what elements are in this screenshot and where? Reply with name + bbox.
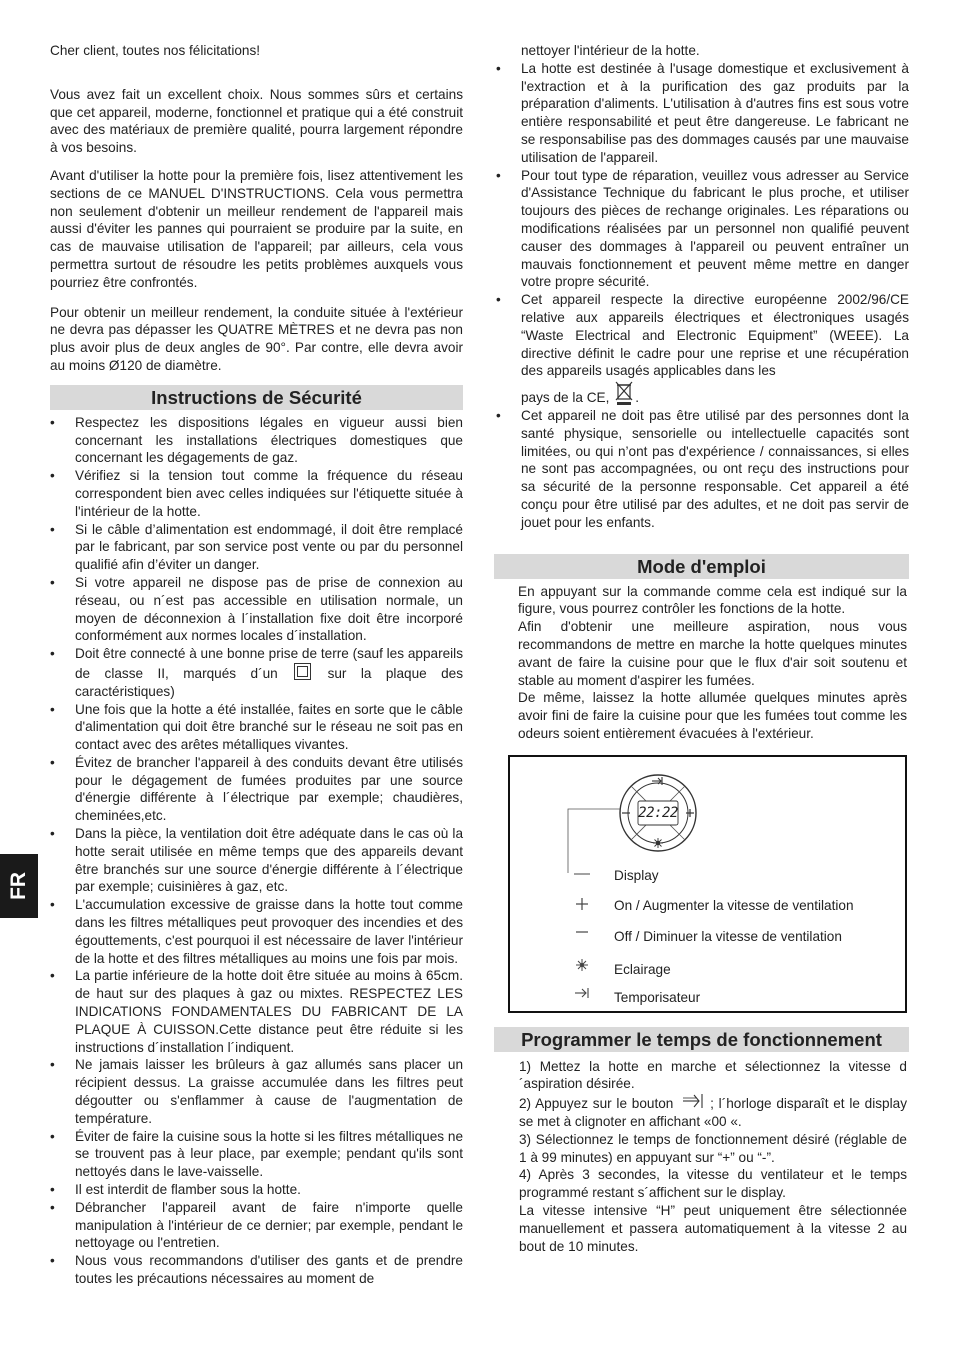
mode-paragraph: Afin d'obtenir une meilleure aspiration, nous vous recommandons de mettre en marche la hotte quelques minutes avant de faire la cuisine pour que le flux d'air soit soutenu et stable au moment d'aspirer les fumées. (518, 619, 907, 688)
knob-display-value: 22:22 (638, 804, 678, 821)
intro-paragraph: Vous avez fait un excellent choix. Nous sommes sûrs et certains que cet appareil, moderne, fonctionnel et pratique qui a été construit avec des matériaux de première qualité, pourra largement répondre à vos besoins. (50, 86, 463, 156)
list-item: • Respectez les dispositions légales en vigueur aussi bien concernant les installations électriques domestiques que concernant les dégagements de gaz. (50, 414, 463, 467)
mode-text (494, 583, 909, 743)
list-item: • Si votre appareil ne dispose pas de prise de connexion au réseau, ou n´est pas accessible en utilisation normale, un moyen de déconnexion à l´installation fixe doit être incorporé conformément aux normes locales d´installation. (50, 574, 463, 645)
class2-text: Doit être connecté à une bonne prise de terre (sauf les appareils de classe II, marqués d´un (75, 646, 463, 681)
list-item: • La hotte est destinée à l'usage domestique et exclusivement à l'extraction et à la purification des gaz produits par la préparation d'aliments. L'utilisation à d'autres fins est sous votre entière responsabilité et peut être dangereuse. Le fabricant ne se responsabilise pas des dommages causés par une mauvaise utilisation de l'appareil. (496, 60, 909, 167)
program-step: 4) Après 3 secondes, la vitesse du ventilateur et le temps programmé restant s´affichent sur le display. (519, 1167, 907, 1201)
list-item: • Évitez de brancher l'appareil à des conduits devant être utilisés pour le dégagement de fumées produites par une source d'énergie différente à l´électrique par exemple; chaudières, cheminées,etc. (50, 754, 463, 825)
language-tab: FR (0, 854, 38, 918)
class2-text: sur la plaque des caractéristiques) (75, 665, 464, 699)
legend-light: Eclairage (614, 961, 671, 977)
legend-on: On / Augmenter la vitesse de ventilation (614, 897, 854, 913)
mode-paragraph: En appuyant sur la commande comme cela est indiqué sur la figure, vous pourrez contrôler les fonctions de la hotte. (518, 583, 907, 617)
safety-list-continued (496, 60, 909, 532)
list-item: • L'accumulation excessive de graisse dans la hotte tout comme dans les filtres métalliques peut provoquer des incendies et des égouttements, c'est pourquoi il est nécessaire de laver l'intérieur de la hotte et des filtres métalliques au moins une fois par mois. (50, 896, 463, 967)
right-column (494, 42, 909, 1255)
display-line-icon (574, 867, 590, 881)
legend-off: Off / Diminuer la vitesse de ventilation (614, 928, 842, 944)
timer-button-icon (682, 1093, 706, 1109)
intro-paragraph: Avant d'utiliser la hotte pour la première fois, lisez attentivement les sections de ce MANUEL D'INSTRUCTIONS. Cela vous permettra non seulement d'obtenir un meilleur rendement de l'appareil mais aussi d'éviter les pannes qui pourraient se produire par la suite, en cas de mauvaise utilisation de l'appareil; par ailleurs, cela vous permettra surtout de résoudre les petits problèmes auxquels vous pourriez être confrontés. (50, 167, 463, 290)
safety-list (50, 414, 463, 1288)
program-note: La vitesse intensive “H” peut uniquement être sélectionnée manuellement et passera automatiquement à la vitesse 2 au bout de 10 minutes. (519, 1203, 907, 1254)
list-item: • Cet appareil ne doit pas être utilisé par des personnes dont la santé physique, sensorielle ou intellectuelle capacités sont limitées, ou qui n’ont pas d'expérience / connaissances, si elles ne sont pas accompagnées, ou ont reçu des instructions pour sa sécurité de la personne responsable. Cet appareil a été conçu pour être utilisé par des adultes, et ne doit pas servir de jouet pour les enfants. (496, 407, 909, 532)
weee-end: . (635, 390, 639, 406)
mode-heading: Mode d'emploi (494, 554, 909, 579)
list-item: • Une fois que la hotte a été installée, faites en sorte que le câble d'alimentation qui doit être branché sur le réseau ne soit pas en contact avec des arêtes métalliques vivantes. (50, 701, 463, 754)
list-item: • Si le câble d’alimentation est endommagé, il doit être remplacé par le fabricant, par son service post vente ou par du personnel qualifié afin d’éviter un danger. (50, 521, 463, 574)
control-panel-figure (508, 755, 907, 1013)
list-item: • Il est interdit de flamber sous la hotte. (50, 1181, 463, 1199)
minus-icon (574, 925, 590, 939)
left-column (50, 42, 463, 1288)
list-item: • Vérifiez si la tension tout comme la fréquence du réseau correspondent bien avec celles indiquées sur l'étiquette située à l'intérieur de la hotte. (50, 467, 463, 520)
list-item: • Nous vous recommandons d'utiliser des gants et de prendre toutes les précautions nécessaires au moment de (50, 1252, 463, 1288)
list-item: • La partie inférieure de la hotte doit être située au moins à 65cm. de haut sur des plaques à gaz ou mixtes. RESPECTEZ LES INDICATIONS FONDAMENTALES DU FABRICANT DE LA PLAQUE À CUISSON.Cette distance peut être réduite si les instructions d´installation l´indiquent. (50, 967, 463, 1056)
legend-display: Display (614, 867, 659, 883)
continuation-text: nettoyer l'intérieur de la hotte. (521, 43, 700, 58)
program-step: 3) Sélectionnez le temps de fonctionnement désiré (réglable de 1 à 99 minutes) en appuyant sur “+” ou “-”. (519, 1131, 907, 1165)
program-step: 1) Mettez la hotte en marche et sélectionnez la vitesse d´aspiration désirée. (519, 1058, 907, 1092)
timer-icon (574, 986, 590, 1000)
plus-icon (574, 897, 590, 911)
light-icon (574, 958, 590, 972)
safety-heading: Instructions de Sécurité (50, 385, 463, 410)
control-knob (510, 757, 910, 877)
crossed-bin-icon (613, 380, 635, 406)
program-step (519, 1093, 907, 1131)
list-item: • Débrancher l'appareil avant de faire n'importe quelle manipulation à l'intérieur de ce dernier; par exemple, pendant le nettoyage ou l'entretien. (50, 1199, 463, 1252)
list-item (496, 291, 909, 407)
weee-text: pays de la CE, (521, 390, 610, 406)
list-item: • Éviter de faire la cuisine sous la hotte si les filtres métalliques ne se trouvent pas à leur place, par exemple; pendant qu'ils sont nettoyés dans le lave-vaisselle. (50, 1128, 463, 1181)
list-item: • Pour tout type de réparation, veuillez vous adresser au Service d'Assistance Technique du fabricant le plus proche, et utiliser toujours des pièces de rechange originales. Les réparations ou modifications réalisées par un personnel non qualifié peuvent causer des dommages à l'appareil ou peuvent entraîner un mauvais fonctionnement et peuvent même mettre en danger votre propre sécurité. (496, 167, 909, 292)
legend-timer: Temporisateur (614, 989, 701, 1005)
list-item (50, 645, 463, 700)
list-item: • Ne jamais laisser les brûleurs à gaz allumés sans placer un récipient dessus. La graisse accumulée dans les filtres peut dégoutter ou s'enflammer à cause de l'augmentation de température. (50, 1056, 463, 1127)
step2-text: ; l´horloge disparaît et le display se met à clignoter en affichant «00 «. (519, 1096, 907, 1130)
list-item: • Dans la pièce, la ventilation doit être adéquate dans le cas où la hotte serait utilisée en même temps que des appareils devant être branchés sur une source d'énergie différente à l´électrique par exemple; cuisinières à gaz, etc. (50, 825, 463, 896)
mode-paragraph: De même, laissez la hotte allumée quelques minutes après avoir fini de faire la cuisine pour que les fumées tout comme les odeurs soient entièrement évacuées à l'extérieur. (518, 690, 907, 741)
weee-text: Cet appareil respecte la directive européenne 2002/96/CE relative aux appareils électriques et électroniques usagés “Waste Electrical and Electronic Equipment” (WEEE). La directive définit le cadre pour une reprise et une récupération des appareils usagés applicables dans les (521, 292, 909, 379)
step2-text: 2) Appuyez sur le bouton (519, 1096, 674, 1112)
greeting: Cher client, toutes nos félicitations! (50, 43, 261, 58)
program-steps (494, 1058, 909, 1256)
intro-paragraph: Pour obtenir un meilleur rendement, la conduite située à l'extérieur ne devra pas dépasser les QUATRE MÈTRES et ne devra pas non plus avoir plus de deux angles de 90°. Par contre, elle devra avoir au moins Ø120 de diamètre. (50, 304, 463, 373)
double-insulation-icon (294, 663, 311, 680)
program-heading: Programmer le temps de fonctionnement (494, 1027, 909, 1052)
